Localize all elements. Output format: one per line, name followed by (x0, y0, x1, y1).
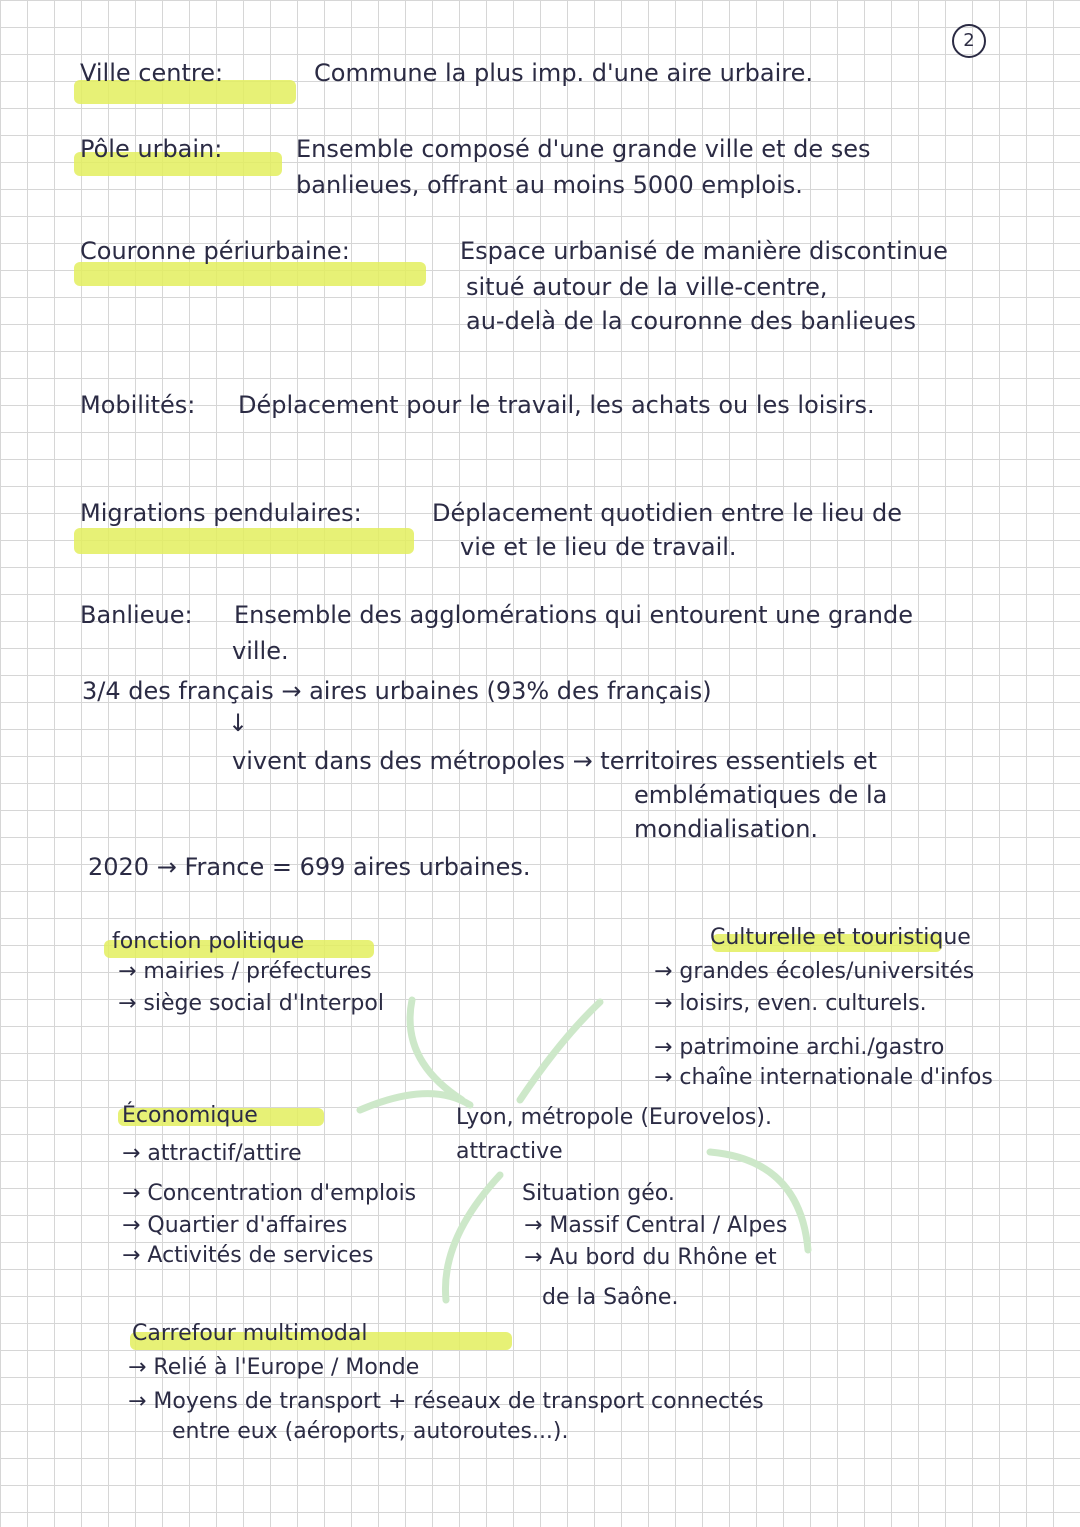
page-number: 2 (952, 24, 986, 58)
culturelle-title: Culturelle et touristique (710, 925, 971, 950)
situation-item: → Au bord du Rhône et (524, 1245, 777, 1270)
center-label-1: Lyon, métropole (Eurovelos). (456, 1105, 772, 1130)
situation-title: Situation géo. (522, 1181, 675, 1206)
culturelle-item: → loisirs, even. culturels. (654, 991, 927, 1016)
term-couronne: Couronne périurbaine: (80, 237, 350, 265)
def-pole-urbain-1: Ensemble composé d'une grande ville et de ses (296, 135, 871, 163)
arrow-to-carrefour (445, 1175, 500, 1300)
economique-item: → Activités de services (122, 1243, 374, 1268)
def-migrations-2: vie et le lieu de travail. (460, 533, 737, 561)
situation-item: → Massif Central / Alpes (524, 1213, 788, 1238)
fact-line-2: vivent dans des métropoles → territoires essentiels et (232, 747, 878, 775)
term-migrations: Migrations pendulaires: (80, 499, 362, 527)
culturelle-item: → grandes écoles/universités (654, 959, 975, 984)
def-couronne-2: situé autour de la ville-centre, (466, 273, 828, 301)
culturelle-item: → chaîne internationale d'infos (654, 1065, 993, 1090)
def-migrations-1: Déplacement quotidien entre le lieu de (432, 499, 903, 527)
economique-title: Économique (122, 1103, 258, 1128)
politique-item: → siège social d'Interpol (118, 991, 384, 1016)
term-banlieue: Banlieue: (80, 601, 193, 629)
economique-item: → attractif/attire (122, 1141, 302, 1166)
politique-item: → mairies / préfectures (118, 959, 372, 984)
arrow-to-culturelle (520, 1002, 600, 1100)
def-banlieue-1: Ensemble des agglomérations qui entourent une grande (234, 601, 914, 629)
culturelle-item: → patrimoine archi./gastro (654, 1035, 945, 1060)
def-pole-urbain-2: banlieues, offrant au moins 5000 emplois. (296, 171, 803, 199)
term-pole-urbain: Pôle urbain: (80, 135, 223, 163)
fact-line-3: emblématiques de la (634, 781, 888, 809)
carrefour-item: → Moyens de transport + réseaux de transport connectés (128, 1389, 764, 1414)
carrefour-item: → Relié à l'Europe / Monde (128, 1355, 420, 1380)
fact-line-5: 2020 → France = 699 aires urbaines. (88, 853, 531, 881)
economique-item: → Concentration d'emplois (122, 1181, 417, 1206)
term-ville-centre: Ville centre: (80, 59, 224, 87)
def-couronne-1: Espace urbanisé de manière discontinue (460, 237, 948, 265)
politique-title: fonction politique (112, 929, 305, 954)
fact-line-4: mondialisation. (634, 815, 819, 843)
def-ville-centre: Commune la plus imp. d'une aire urbaire. (314, 59, 813, 87)
def-mobilites: Déplacement pour le travail, les achats ou les loisirs. (238, 391, 875, 419)
center-label-2: attractive (456, 1139, 563, 1164)
term-mobilites: Mobilités: (80, 391, 196, 419)
situation-item: de la Saône. (542, 1285, 679, 1310)
carrefour-item: entre eux (aéroports, autoroutes...). (172, 1419, 569, 1444)
def-banlieue-2: ville. (232, 637, 289, 665)
fact-down-arrow: ↓ (228, 709, 249, 737)
fact-line-1: 3/4 des français → aires urbaines (93% des français) (82, 677, 712, 705)
arrow-to-politique (410, 1000, 462, 1100)
economique-item: → Quartier d'affaires (122, 1213, 348, 1238)
carrefour-title: Carrefour multimodal (132, 1321, 368, 1346)
def-couronne-3: au-delà de la couronne des banlieues (466, 307, 917, 335)
